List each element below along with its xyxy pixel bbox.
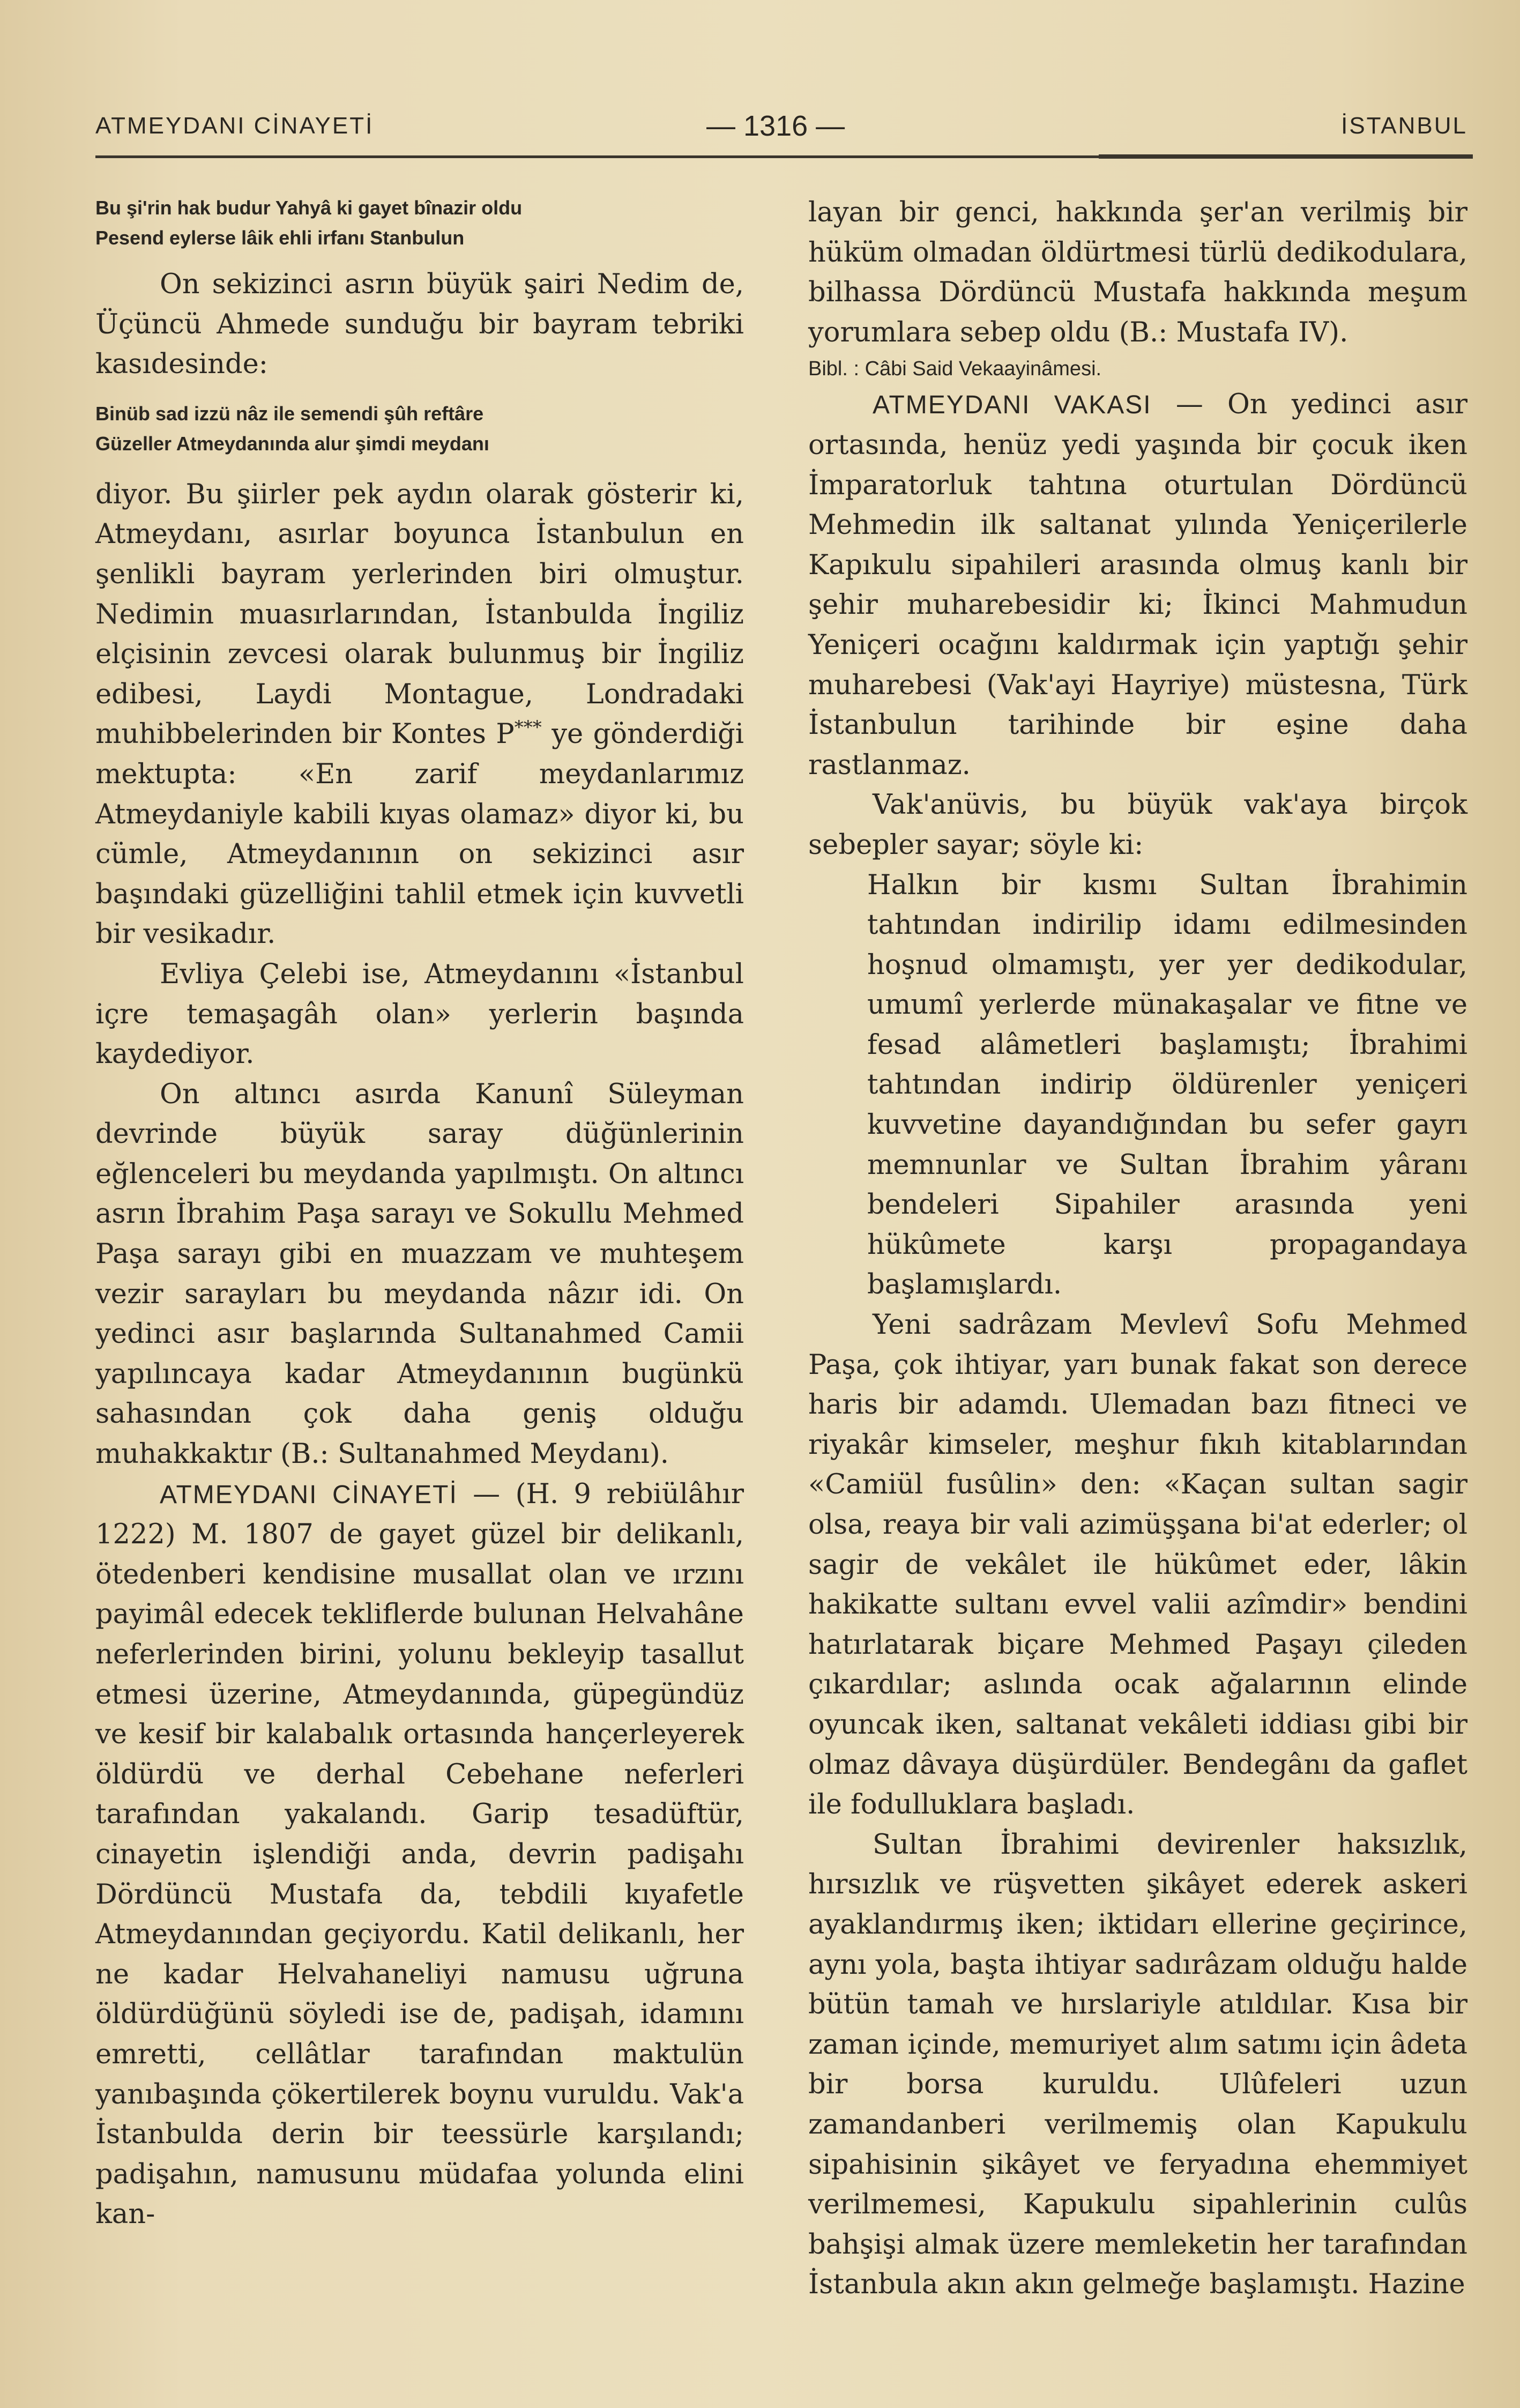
- right-column: [808, 193, 1467, 2305]
- running-header: [95, 107, 1473, 145]
- entry-text: — On yedinci asır ortasında, henüz yedi yaşında bir çocuk iken İmparatorluk tahtına oturtulan Dördüncü Mehmedin ilk saltanat yılında Yeniçerilerle Kapıkulu sipahileri arasında olmuş kanlı bir şehir muharebesidir ki; İkinci Mahmudun Yeniçeri ocağını kaldırmak için yaptığı şehir muharebesi (Vak'ayi Hayriye) müstesna, Türk İstanbulun tarihinde bir eşine daha rastlanmaz.: [808, 389, 1467, 781]
- paragraph: Vak'anüvis, bu büyük vak'aya birçok sebepler sayar; söyle ki:: [808, 789, 1467, 861]
- entry-text: — (H. 9 rebiülâhır 1222) M. 1807 de gayet güzel bir delikanlı, ötedenberi kendisine musallat olan ve ırzını payimâl edecek tekliflerde bulunan Helvahâne neferlerinden birini, yolunu bekleyip tasallut etmesi üzerine, Atmeydanında, güpegündüz ve kesif bir kalabalık ortasında hançerleyerek öldürdü ve derhal Cebehane neferleri tarafından yakalandı. Garip tesadüftür, cinayetin işlendiği anda, devrin padişahı Dördüncü Mustafa da, tebdili kıyafetle Atmeydanından geçiyordu. Katil delikanlı, her ne kadar Helvahaneliyi namusu uğruna öldürdüğünü söyledi ise de, padişah, idamını emretti, cellâtlar tarafından maktulün yanıbaşında çökertilerek boynu vuruldu. Vak'a İstanbulda derin bir teessürle karşılandı; padişahın, namusunu müdafaa yolunda elini kan-: [95, 1478, 744, 2231]
- bibliography: Bibl. : Câbi Said Vekaayinâmesi.: [808, 358, 1102, 381]
- paragraph: Sultan İbrahimi devirenler haksızlık, hırsızlık ve rüşvetten şikâyet ederek askeri ayaklandırmış iken; iktidarı ellerine geçirince, aynı yola, başta ihtiyar sadırâzam olduğu halde bütün tamah ve hırslariyle atıldılar. Kısa bir zaman içinde, memuriyet alım satımı için âdeta bir borsa kuruldu. Ulûfeleri uzun zamandanberi verilmemiş olan Kapukulu sipahisinin şikâyet ve feryadına ehemmiyet verilmemesi, Kapukulu sipahlerinin culûs bahşişi almak üzere memleketin her tarafından İstanbula akın akın gelmeğe başlamıştı. Hazine: [808, 1829, 1467, 2301]
- paragraph-text: ye gönderdiği mektupta: «En zarif meydanlarımız Atmeydaniyle kabili kıyas olamaz» diyor ki, bu cümle, Atmeydanının on sekizinci asır başındaki güzelliğini tahlil etmek için kuvvetli bir vesikadır.: [95, 718, 744, 950]
- quotation: [808, 866, 1467, 1306]
- header-rule-left: [95, 155, 1103, 158]
- article-entry: [808, 385, 1467, 785]
- verse-line: Pesend eylerse lâik ehli irfanı Stanbulun: [95, 227, 465, 249]
- verse-yahya: [95, 193, 744, 253]
- paragraph: layan bir genci, hakkında şer'an verilmiş bir hüküm olmadan öldürtmesi türlü dedikodulara, bilhassa Dördüncü Mustafa hakkında meşum yorumlara sebep oldu (B.: Mustafa IV).: [808, 197, 1467, 348]
- page-number: — 1316 —: [706, 110, 845, 142]
- article-entry: [95, 1475, 744, 2235]
- entry-title: ATMEYDANI CİNAYETİ: [160, 1480, 458, 1509]
- paragraph-text: diyor. Bu şiirler pek aydın olarak gösterir ki, Atmeydanı, asırlar boyunca İstanbulun en şenlikli bayram yerlerinden biri olmuştur. Nedimin muasırlarından, İstanbulda İngiliz elçisinin zevcesi olarak bulunmuş bir İngiliz edibesi, Laydi Montague, Londradaki muhibbelerinden bir Kontes P: [95, 478, 744, 750]
- paragraph: On altıncı asırda Kanunî Süleyman devrinde büyük saray düğünlerinin eğlenceleri bu meydanda yapılmıştı. On altıncı asrın İbrahim Paşa sarayı ve Sokullu Mehmed Paşa sarayı gibi en muazzam ve muhteşem vezir sarayları bu meydanda nâzır idi. On yedinci asır başlarında Sultanahmed Camii yapılıncaya kadar Atmeydanının bugünkü sahasından çok daha geniş olduğu muhakkaktır (B.: Sultanahmed Meydanı).: [95, 1078, 744, 1470]
- paragraph: Yeni sadrâzam Mevlevî Sofu Mehmed Paşa, çok ihtiyar, yarı bunak fakat son derece haris bir adamdı. Ulemadan bazı fitneci ve riyakâr kimseler, meşhur fıkıh kitablarından «Camiül fusûlin» den: «Kaçan sultan sagir olsa, reaya bir vali azimüşşana bi'at ederler; ol sagir de vekâlet ile hükûmet eder, lâkin hakikatte sultanı evvel valii azîmdir» bendini hatırlatarak biçare Mehmed Paşayı çileden çıkardılar; aslında ocak ağalarının elinde oyuncak iken, saltanat vekâleti iddiası gibi bir olmaz dâvaya düşürdüler. Bendegânı da gaflet ile fodulluklara başladı.: [808, 1309, 1467, 1821]
- header-right-title: İSTANBUL: [1341, 113, 1467, 139]
- footnote-stars: ***: [514, 717, 542, 739]
- paragraph: Evliya Çelebi ise, Atmeydanını «İstanbul içre temaşagâh olan» yerlerin başında kaydediyor.: [95, 958, 744, 1071]
- verse-line: Bu şi'rin hak budur Yahyâ ki gayet bînazir oldu: [95, 197, 523, 219]
- verse-nedim: [95, 399, 744, 459]
- quote-paragraph: Halkın bir kısmı Sultan İbrahimin tahtından indirilip idamı edilmesinden hoşnud olmamıştı, yer yer dedikodular, umumî yerlerde münakaşalar ve fitne ve fesad alâmetleri başlamıştı; İbrahimi tahtından indirip öldürenler yeniçeri kuvvetine dayandığından bu sefer gayrı memnunlar ve Sultan İbrahim yâranı bendeleri Sipahiler arasında yeni hükûmete karşı propagandaya başlamışlardı.: [867, 869, 1467, 1301]
- verse-line: Binüb sad izzü nâz ile semendi şûh reftâre: [95, 402, 484, 425]
- verse-line: Güzeller Atmeydanında alur şimdi meydanı: [95, 432, 489, 455]
- entry-title: ATMEYDANI VAKASI: [873, 391, 1152, 420]
- left-column: [95, 193, 744, 2235]
- paragraph: On sekizinci asrın büyük şairi Nedim de, Üçüncü Ahmede sunduğu bir bayram tebriki kasıdesinde:: [95, 269, 744, 381]
- header-rule-right: [1099, 154, 1473, 159]
- header-left-title: ATMEYDANI CİNAYETİ: [95, 113, 374, 139]
- paragraph: [95, 475, 744, 955]
